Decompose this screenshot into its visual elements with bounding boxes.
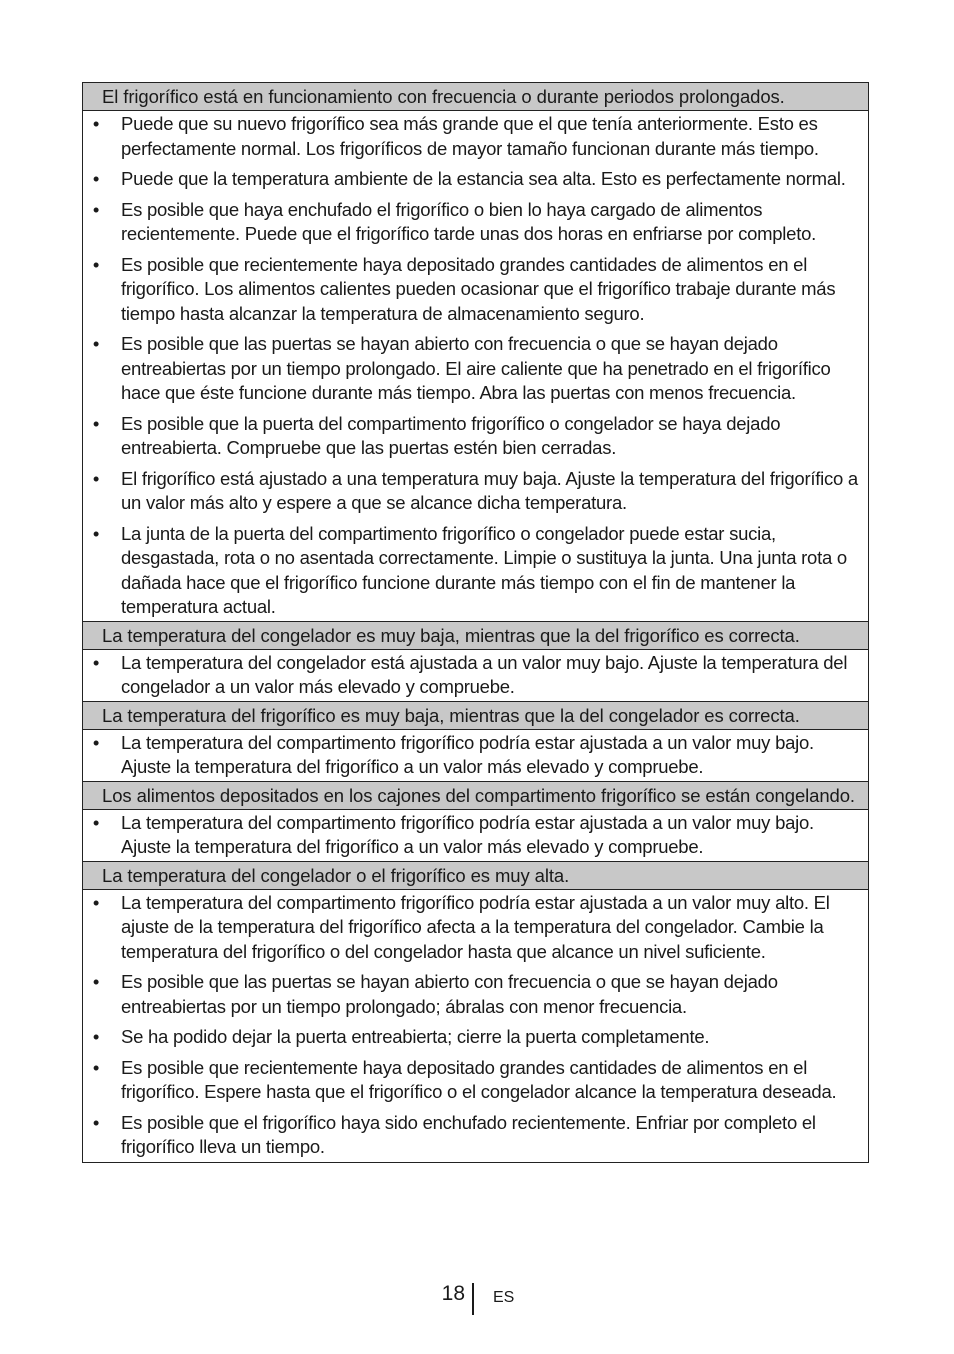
list-item-text: La temperatura del compartimento frigorífico podría estar ajustada a un valor muy bajo. Ajuste la temperatura del frigorífico a un valor más elevado y compruebe.: [121, 731, 814, 777]
list-item: [83, 1056, 860, 1105]
bullet: •: [92, 253, 100, 275]
bullet: •: [92, 333, 100, 354]
section-header: La temperatura del frigorífico es muy baja, mientras que la del congelador es correcta.: [83, 702, 868, 730]
list-item-text: Es posible que recientemente haya depositado grandes cantidades de alimentos en el frigorífico. Espere hasta que el frigorífico o el congelador alcance la temperatura deseada.: [121, 1056, 837, 1102]
page-footer: [0, 1281, 954, 1315]
list-item-text: Es posible que haya enchufado el frigorífico o bien lo haya cargado de alimentos recientemente. Puede que el frigorífico tarde unas dos horas en enfriarse por completo.: [121, 198, 817, 244]
bullet: •: [92, 113, 100, 134]
language-code: ES: [493, 1289, 515, 1306]
list-item-text: Es posible que recientemente haya depositado grandes cantidades de alimentos en el frigorífico. Los alimentos calientes pueden ocasionar que el frigorífico trabaje durante más tiempo hasta alcanzar la temperatura de almacenamiento seguro.: [121, 253, 836, 324]
list-item: [83, 467, 860, 516]
bullet: •: [92, 1111, 100, 1133]
troubleshooting-table: [82, 82, 869, 1163]
list-item-text: Se ha podido dejar la puerta entreabierta; cierre la puerta completamente.: [121, 1026, 710, 1047]
list-item-text: Puede que la temperatura ambiente de la estancia sea alta. Esto es perfectamente normal.: [121, 168, 846, 189]
list-item: [83, 253, 860, 327]
section-items: [83, 810, 868, 862]
bullet: •: [92, 1026, 100, 1047]
list-item: [83, 167, 860, 192]
list-item-text: Puede que su nuevo frigorífico sea más grande que el que tenía anteriormente. Esto es perfectamente normal. Los frigoríficos de mayor tamaño funcionan durante más tiempo.: [121, 113, 819, 159]
section-header: El frigorífico está en funcionamiento con frecuencia o durante periodos prolongados.: [83, 83, 868, 111]
list-item-text: La temperatura del compartimento frigorífico podría estar ajustada a un valor muy alto. El ajuste de la temperatura del frigorífico afecta a la temperatura del congelador. Cambie la temperatura del frigorífico o del congelador hasta que alcance un nivel suficiente.: [121, 891, 830, 962]
list-item-text: Es posible que el frigorífico haya sido enchufado recientemente. Enfriar por completo el frigorífico lleva un tiempo.: [121, 1111, 816, 1157]
bullet: •: [92, 467, 100, 489]
list-item-text: La junta de la puerta del compartimento frigorífico o congelador puede estar sucia, desgastada, rota o no asentada correctamente. Limpie o sustituya la junta. Una junta rota o dañada hace que el frigorífico funcione durante más tiempo con el fin de mantener la temperatura actual.: [121, 522, 847, 617]
bullet: •: [92, 168, 100, 189]
list-item-text: La temperatura del congelador está ajustada a un valor muy bajo. Ajuste la temperatura del congelador a un valor más elevado y compruebe.: [121, 651, 848, 697]
section-items: [83, 890, 868, 1162]
bullet: •: [92, 971, 100, 992]
bullet: •: [92, 651, 100, 673]
list-item-text: Es posible que la puerta del compartimento frigorífico o congelador se haya dejado entreabierta. Compruebe que las puertas estén bien cerradas.: [121, 412, 781, 458]
section-items: [83, 730, 868, 782]
bullet: •: [92, 412, 100, 434]
list-item: [83, 891, 860, 965]
list-item: [83, 332, 860, 406]
list-item-text: Es posible que las puertas se hayan abierto con frecuencia o que se hayan dejado entreabiertas por un tiempo prolongado; ábralas con menor frecuencia.: [121, 971, 778, 1017]
bullet: •: [92, 731, 100, 753]
bullet: •: [92, 1056, 100, 1078]
bullet: •: [92, 811, 100, 833]
list-item-text: El frigorífico está ajustado a una temperatura muy baja. Ajuste la temperatura del frigorífico a un valor más alto y espere a que se alcance dicha temperatura.: [121, 467, 858, 513]
bullet: •: [92, 891, 100, 913]
list-item: [83, 198, 860, 247]
list-item: [83, 412, 860, 461]
bullet: •: [92, 522, 100, 544]
list-item: [83, 731, 860, 780]
section-header: Los alimentos depositados en los cajones del compartimento frigorífico se están congelando.: [83, 782, 868, 810]
list-item: [83, 112, 860, 161]
list-item: [83, 1111, 860, 1160]
list-item-text: Es posible que las puertas se hayan abierto con frecuencia o que se hayan dejado entreabiertas por un tiempo prolongado. El aire caliente que ha penetrado en el frigorífico hace que éste funcione durante más tiempo. Abra las puertas con menos frecuencia.: [121, 333, 831, 403]
bullet: •: [92, 198, 100, 220]
list-item-text: La temperatura del compartimento frigorífico podría estar ajustada a un valor muy bajo. Ajuste la temperatura del frigorífico a un valor más elevado y compruebe.: [121, 811, 814, 857]
list-item: [83, 1025, 860, 1050]
page-number: 18: [441, 1282, 465, 1305]
section-header: La temperatura del congelador o el frigorífico es muy alta.: [83, 862, 868, 890]
list-item: [83, 522, 860, 620]
section-header: La temperatura del congelador es muy baja, mientras que la del frigorífico es correcta.: [83, 622, 868, 650]
footer-divider: [472, 1283, 474, 1315]
list-item: [83, 651, 860, 700]
section-items: [83, 111, 868, 622]
section-items: [83, 650, 868, 702]
list-item: [83, 970, 860, 1019]
list-item: [83, 811, 860, 860]
